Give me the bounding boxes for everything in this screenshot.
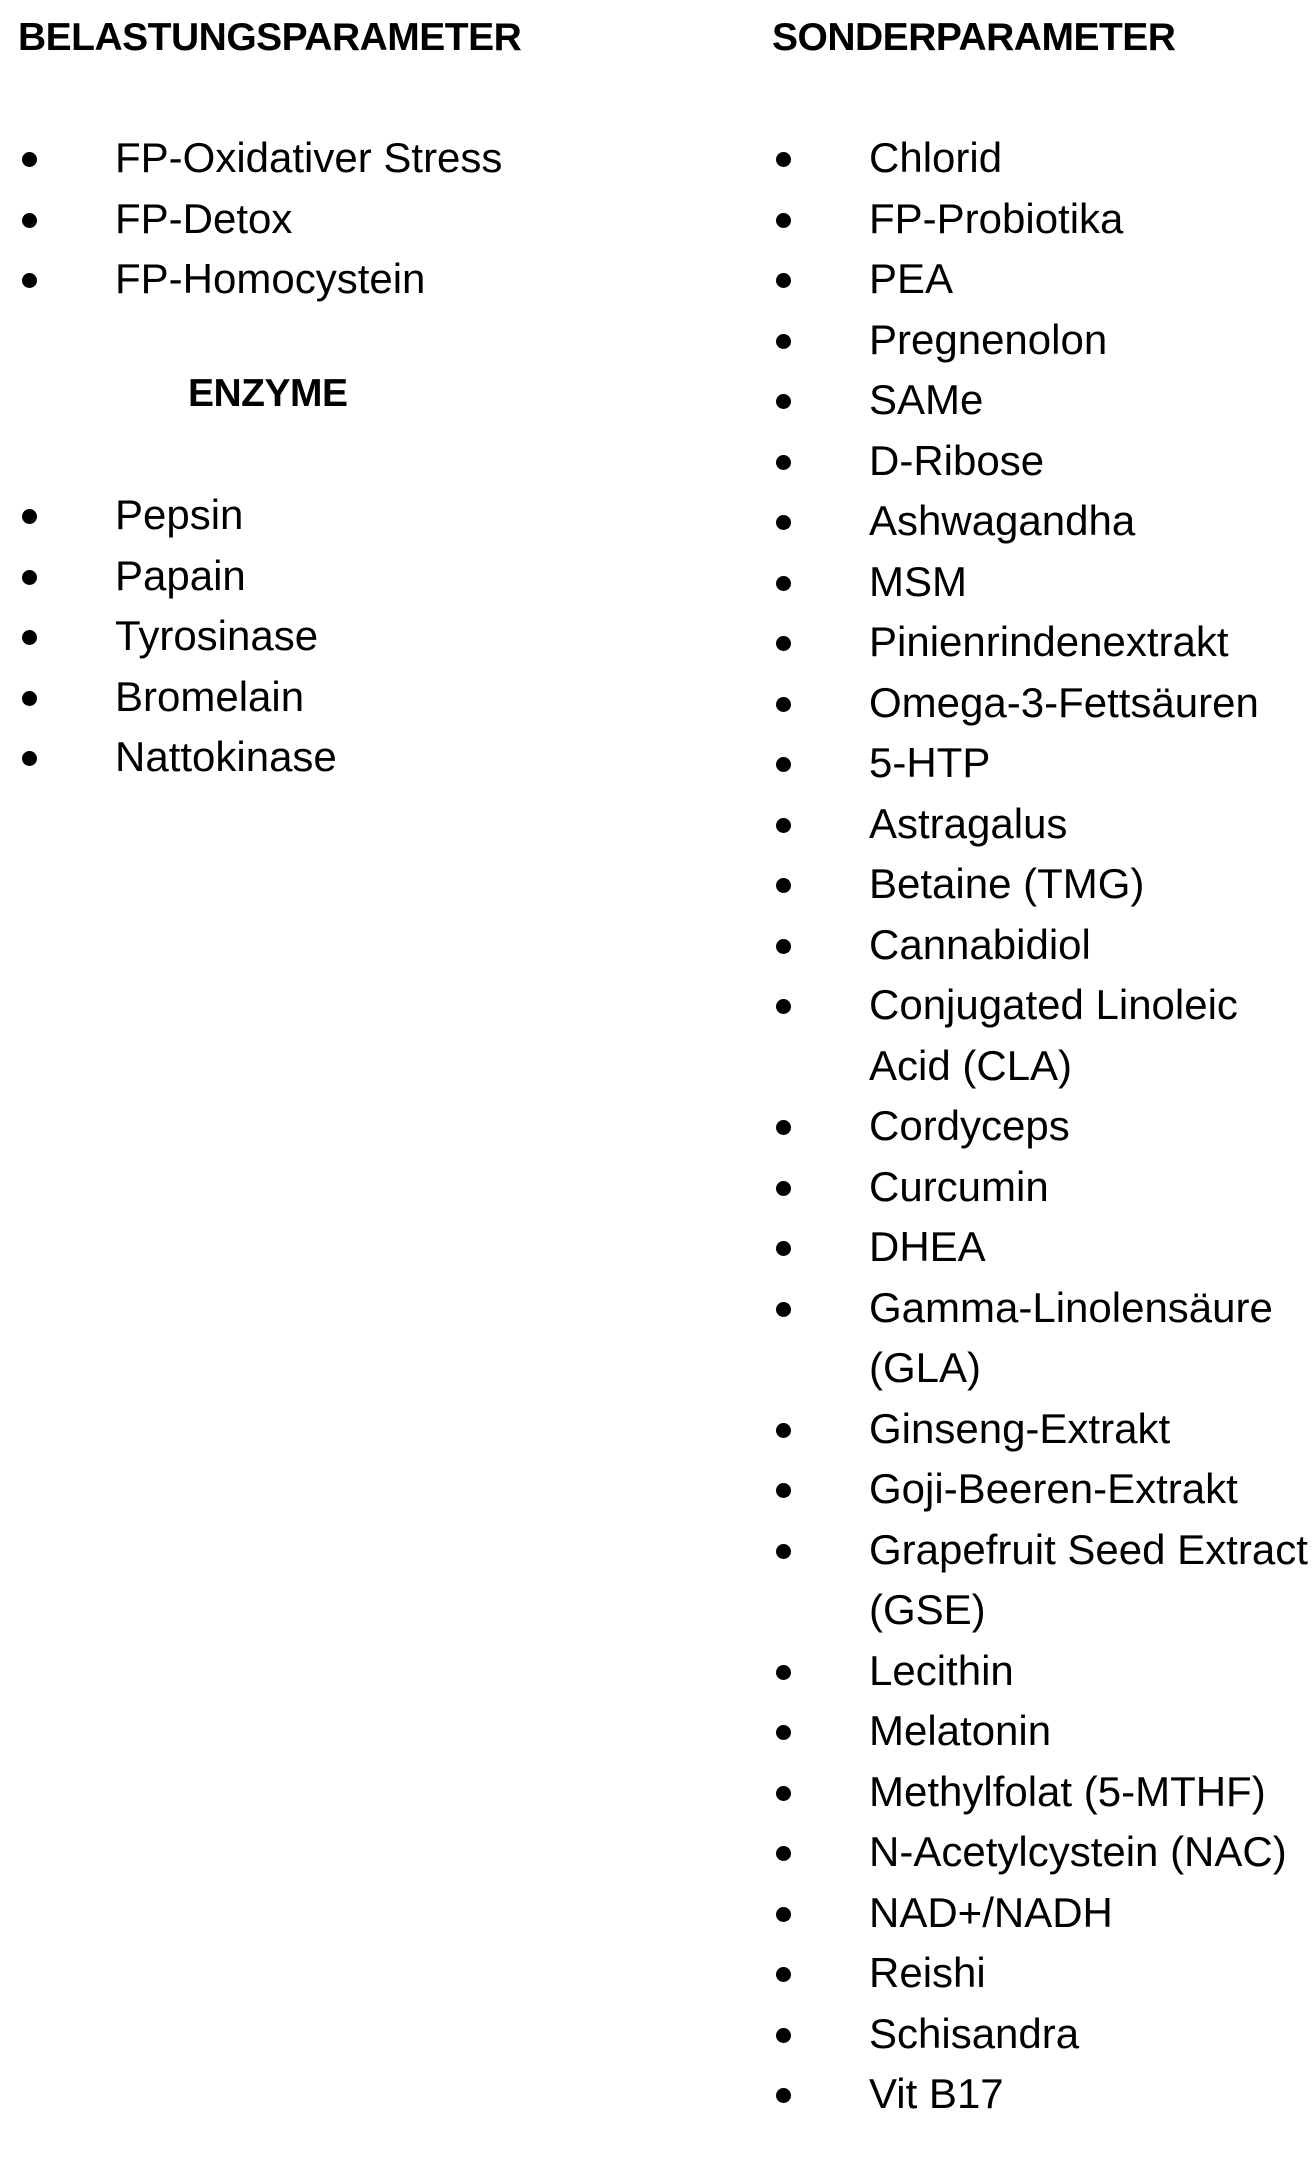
bullet-icon [776, 455, 791, 470]
bullet-icon [22, 509, 37, 524]
list-item-label: Conjugated Linoleic Acid (CLA) [869, 981, 1238, 1089]
list-item [772, 128, 1312, 189]
list-item [772, 1701, 1312, 1762]
bullet-icon [776, 1907, 791, 1922]
sonderparameter-heading: SONDERPARAMETER [772, 16, 1176, 59]
list-item-label: 5-HTP [869, 739, 991, 786]
list-item [772, 2064, 1312, 2125]
list-item-label: PEA [869, 255, 954, 302]
list-item [772, 2004, 1312, 2065]
list-item [18, 249, 718, 310]
list-item-label: Cordyceps [869, 1102, 1070, 1149]
list-item [18, 189, 718, 250]
list-item-label: Grapefruit Seed Extract (GSE) [869, 1525, 1308, 1633]
bullet-icon [776, 1120, 791, 1135]
bullet-icon [776, 878, 791, 893]
list-item [18, 727, 718, 788]
bullet-icon [22, 213, 37, 228]
list-item-label: SAMe [869, 376, 984, 423]
list-item-label: FP-Homocystein [115, 255, 426, 302]
list-item [772, 491, 1312, 552]
bullet-icon [776, 1241, 791, 1256]
list-item-label: FP-Oxidativer Stress [115, 134, 503, 181]
list-item [18, 667, 718, 728]
list-item [772, 1762, 1312, 1823]
list-item [772, 673, 1312, 734]
enzyme-heading: ENZYME [188, 372, 348, 415]
list-item [772, 1278, 1312, 1399]
list-item-label: Papain [115, 551, 246, 599]
list-item-label: Betaine (TMG) [869, 860, 1145, 907]
bullet-icon [776, 1544, 791, 1559]
bullet-icon [776, 213, 791, 228]
list-item-label: Vit B17 [869, 2070, 1004, 2117]
bullet-icon [22, 152, 37, 167]
list-item-label: D-Ribose [869, 436, 1045, 484]
list-item [772, 1822, 1312, 1883]
bullet-icon [776, 394, 791, 409]
sonderparameter-list [772, 128, 1312, 2125]
list-item-label: Schisandra [869, 2009, 1080, 2057]
list-item-label: Pepsin [115, 491, 244, 538]
enzyme-list [18, 485, 718, 788]
list-item [18, 485, 718, 546]
list-item-label: FP-Probiotika [869, 194, 1124, 242]
bullet-icon [22, 751, 37, 766]
list-item-label: Tyrosinase [115, 612, 319, 659]
list-item-label: Goji-Beeren-Extrakt [869, 1465, 1238, 1512]
list-item-label: Chlorid [869, 134, 1003, 181]
bullet-icon [776, 152, 791, 167]
list-item [772, 1459, 1312, 1520]
list-item [772, 854, 1312, 915]
belastungsparameter-list [18, 128, 718, 310]
list-item-label: Reishi [869, 1949, 986, 1996]
list-item-label: MSM [869, 557, 967, 605]
list-item-label: N-Acetylcystein (NAC) [869, 1828, 1287, 1875]
list-item-label: Methylfolat (5-MTHF) [869, 1767, 1266, 1815]
bullet-icon [776, 2028, 791, 2043]
list-item [772, 1096, 1312, 1157]
bullet-icon [776, 757, 791, 772]
bullet-icon [776, 1967, 791, 1982]
list-item-label: Bromelain [115, 672, 305, 720]
list-item-label: Pinienrindenextrakt [869, 618, 1229, 665]
list-item [772, 1943, 1312, 2004]
list-item [772, 552, 1312, 613]
list-item-label: Ginseng-Extrakt [869, 1404, 1171, 1452]
list-item-label: Cannabidiol [869, 920, 1091, 968]
list-item [772, 1217, 1312, 1278]
list-item [772, 249, 1312, 310]
bullet-icon [776, 636, 791, 651]
list-item-label: Lecithin [869, 1646, 1014, 1694]
list-item [772, 189, 1312, 250]
list-item-label: Astragalus [869, 799, 1068, 847]
list-item-label: NAD+/NADH [869, 1888, 1113, 1936]
list-item [772, 794, 1312, 855]
list-item [772, 612, 1312, 673]
bullet-icon [776, 818, 791, 833]
list-item [18, 546, 718, 607]
bullet-icon [776, 1181, 791, 1196]
bullet-icon [776, 999, 791, 1014]
list-item [772, 975, 1312, 1096]
bullet-icon [22, 691, 37, 706]
bullet-icon [22, 570, 37, 585]
bullet-icon [776, 1725, 791, 1740]
bullet-icon [776, 273, 791, 288]
bullet-icon [776, 939, 791, 954]
list-item [772, 431, 1312, 492]
bullet-icon [776, 1786, 791, 1801]
bullet-icon [776, 2088, 791, 2103]
bullet-icon [776, 1483, 791, 1498]
bullet-icon [776, 576, 791, 591]
list-item-label: Ashwagandha [869, 497, 1136, 544]
bullet-icon [22, 273, 37, 288]
bullet-icon [776, 334, 791, 349]
list-item-label: FP-Detox [115, 194, 293, 242]
list-item-label: Omega-3-Fettsäuren [869, 678, 1259, 726]
list-item [772, 370, 1312, 431]
list-item [772, 1157, 1312, 1218]
belastungsparameter-heading: BELASTUNGSPARAMETER [18, 16, 522, 59]
list-item [18, 128, 718, 189]
bullet-icon [776, 1423, 791, 1438]
list-item [18, 606, 718, 667]
bullet-icon [776, 515, 791, 530]
bullet-icon [776, 1846, 791, 1861]
list-item-label: Curcumin [869, 1162, 1049, 1210]
list-item-label: Gamma-Linolensäure (GLA) [869, 1283, 1273, 1391]
list-item-label: Melatonin [869, 1707, 1052, 1754]
list-item [772, 733, 1312, 794]
list-item [772, 915, 1312, 976]
bullet-icon [776, 1302, 791, 1317]
list-item [772, 310, 1312, 371]
bullet-icon [776, 697, 791, 712]
list-item-label: Nattokinase [115, 733, 337, 780]
list-item [772, 1883, 1312, 1944]
bullet-icon [22, 630, 37, 645]
list-item [772, 1641, 1312, 1702]
list-item-label: DHEA [869, 1223, 986, 1270]
list-item [772, 1399, 1312, 1460]
bullet-icon [776, 1665, 791, 1680]
list-item [772, 1520, 1312, 1641]
list-item-label: Pregnenolon [869, 315, 1108, 363]
